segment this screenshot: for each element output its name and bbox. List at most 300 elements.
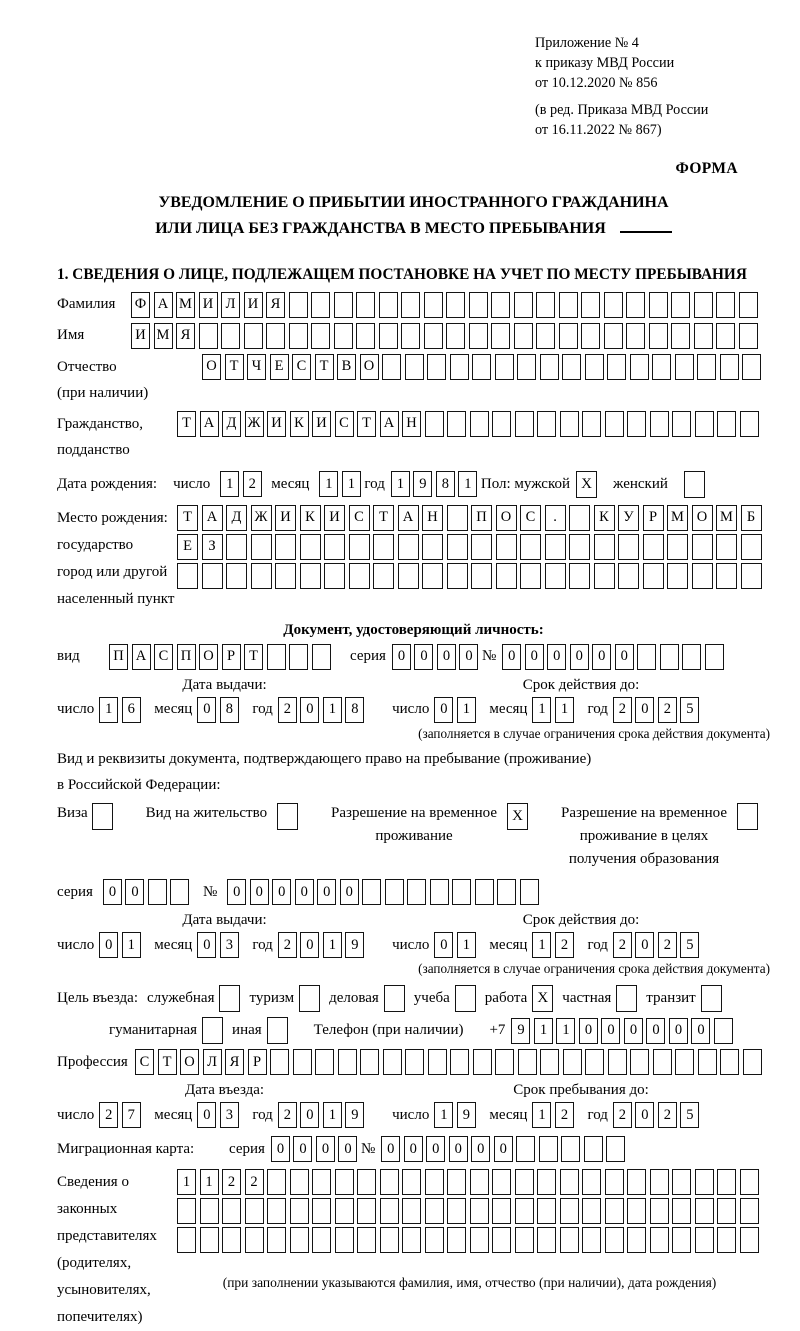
surname-cell[interactable] bbox=[559, 292, 578, 318]
sex-male-checkbox[interactable]: X bbox=[576, 471, 597, 498]
profession-cell[interactable] bbox=[540, 1049, 559, 1075]
citizenship-cell[interactable] bbox=[447, 411, 466, 437]
repr_3-cell[interactable] bbox=[425, 1227, 444, 1253]
surname-cell[interactable] bbox=[604, 292, 623, 318]
stay_year-cell[interactable]: 2 bbox=[658, 1102, 677, 1128]
birth_place_2-cell[interactable] bbox=[324, 534, 345, 560]
repr_3-cell[interactable] bbox=[605, 1227, 624, 1253]
entry_month-cell[interactable]: 3 bbox=[220, 1102, 239, 1128]
profession-cell[interactable]: О bbox=[180, 1049, 199, 1075]
given_name-cell[interactable] bbox=[739, 323, 758, 349]
migr_number-cell[interactable] bbox=[516, 1136, 535, 1162]
birth_place_3-cell[interactable] bbox=[667, 563, 688, 589]
id_number-cell[interactable]: 0 bbox=[502, 644, 521, 670]
citizenship-cell[interactable]: Н bbox=[402, 411, 421, 437]
surname-cell[interactable] bbox=[739, 292, 758, 318]
birth_place_2-cell[interactable] bbox=[692, 534, 713, 560]
surname-cell[interactable]: И bbox=[199, 292, 218, 318]
birth_place_2-cell[interactable] bbox=[422, 534, 443, 560]
repr_3-cell[interactable] bbox=[650, 1227, 669, 1253]
id_kind-cell[interactable]: П bbox=[177, 644, 196, 670]
given_name-cell[interactable] bbox=[311, 323, 330, 349]
patronymic-cell[interactable]: Т bbox=[225, 354, 244, 380]
birth_place_2-cell[interactable] bbox=[398, 534, 419, 560]
repr_3-cell[interactable] bbox=[470, 1227, 489, 1253]
surname-cell[interactable] bbox=[401, 292, 420, 318]
given_name-cell[interactable] bbox=[536, 323, 555, 349]
repr_3-cell[interactable] bbox=[582, 1227, 601, 1253]
resid_number-cell[interactable]: 0 bbox=[295, 879, 314, 905]
profession-cell[interactable] bbox=[473, 1049, 492, 1075]
profession-cell[interactable] bbox=[608, 1049, 627, 1075]
profession-cell[interactable] bbox=[563, 1049, 582, 1075]
repr_3-cell[interactable] bbox=[357, 1227, 376, 1253]
citizenship-cell[interactable] bbox=[695, 411, 714, 437]
repr_3-cell[interactable] bbox=[672, 1227, 691, 1253]
repr_1-cell[interactable] bbox=[492, 1169, 511, 1195]
patronymic-cell[interactable] bbox=[630, 354, 649, 380]
birth_place_1-cell[interactable] bbox=[569, 505, 590, 531]
citizenship-cell[interactable] bbox=[470, 411, 489, 437]
surname-cell[interactable] bbox=[491, 292, 510, 318]
resid_issue_month-cell[interactable]: 0 bbox=[197, 932, 216, 958]
citizenship-cell[interactable] bbox=[717, 411, 736, 437]
repr_2-cell[interactable] bbox=[222, 1198, 241, 1224]
purpose-study-checkbox[interactable] bbox=[455, 985, 476, 1012]
birth_place_1-cell[interactable]: П bbox=[471, 505, 492, 531]
repr_1-cell[interactable] bbox=[717, 1169, 736, 1195]
id_issue_year-cell[interactable]: 8 bbox=[345, 697, 364, 723]
birth_place_1-cell[interactable]: Т bbox=[373, 505, 394, 531]
stay_day-cell[interactable]: 1 bbox=[434, 1102, 453, 1128]
citizenship-cell[interactable]: А bbox=[200, 411, 219, 437]
resid_number-cell[interactable] bbox=[362, 879, 381, 905]
id_valid_year-cell[interactable]: 2 bbox=[658, 697, 677, 723]
repr_1-cell[interactable] bbox=[425, 1169, 444, 1195]
birth_place_3-cell[interactable] bbox=[251, 563, 272, 589]
repr_2-cell[interactable] bbox=[290, 1198, 309, 1224]
id_series-cell[interactable]: 0 bbox=[392, 644, 411, 670]
id_series-cell[interactable]: 0 bbox=[437, 644, 456, 670]
repr_3-cell[interactable] bbox=[537, 1227, 556, 1253]
repr_2-cell[interactable] bbox=[582, 1198, 601, 1224]
birth_place_3-cell[interactable] bbox=[618, 563, 639, 589]
phone-cell[interactable]: 0 bbox=[669, 1018, 688, 1044]
id_kind-cell[interactable] bbox=[267, 644, 286, 670]
entry_year-cell[interactable]: 1 bbox=[323, 1102, 342, 1128]
patronymic-cell[interactable]: С bbox=[292, 354, 311, 380]
id_valid_year-cell[interactable]: 5 bbox=[680, 697, 699, 723]
entry_year-cell[interactable]: 9 bbox=[345, 1102, 364, 1128]
repr_1-cell[interactable] bbox=[357, 1169, 376, 1195]
repr_1-cell[interactable] bbox=[695, 1169, 714, 1195]
purpose-work-checkbox[interactable]: X bbox=[532, 985, 553, 1012]
given_name-cell[interactable] bbox=[334, 323, 353, 349]
purpose-transit-checkbox[interactable] bbox=[701, 985, 722, 1012]
patronymic-cell[interactable] bbox=[585, 354, 604, 380]
citizenship-cell[interactable]: Т bbox=[177, 411, 196, 437]
resid_issue_year-cell[interactable]: 2 bbox=[278, 932, 297, 958]
repr_3-cell[interactable] bbox=[290, 1227, 309, 1253]
birth_place_3-cell[interactable] bbox=[520, 563, 541, 589]
repr_1-cell[interactable] bbox=[470, 1169, 489, 1195]
given_name-cell[interactable] bbox=[694, 323, 713, 349]
profession-cell[interactable] bbox=[338, 1049, 357, 1075]
repr_1-cell[interactable] bbox=[267, 1169, 286, 1195]
patronymic-cell[interactable] bbox=[382, 354, 401, 380]
resid_number-cell[interactable] bbox=[497, 879, 516, 905]
profession-cell[interactable] bbox=[293, 1049, 312, 1075]
surname-cell[interactable] bbox=[514, 292, 533, 318]
repr_2-cell[interactable] bbox=[312, 1198, 331, 1224]
id_valid_day-cell[interactable]: 0 bbox=[434, 697, 453, 723]
given_name-cell[interactable] bbox=[469, 323, 488, 349]
repr_2-cell[interactable] bbox=[717, 1198, 736, 1224]
given_name-cell[interactable] bbox=[424, 323, 443, 349]
birth_place_1-cell[interactable]: О bbox=[496, 505, 517, 531]
birth_place_2-cell[interactable] bbox=[545, 534, 566, 560]
profession-cell[interactable] bbox=[698, 1049, 717, 1075]
repr_3-cell[interactable] bbox=[447, 1227, 466, 1253]
id_valid_year-cell[interactable]: 0 bbox=[635, 697, 654, 723]
citizenship-cell[interactable] bbox=[650, 411, 669, 437]
birth_place_1-cell[interactable]: М bbox=[667, 505, 688, 531]
birth_place_2-cell[interactable]: З bbox=[202, 534, 223, 560]
resid_issue_year-cell[interactable]: 0 bbox=[300, 932, 319, 958]
id_number-cell[interactable] bbox=[682, 644, 701, 670]
given_name-cell[interactable] bbox=[671, 323, 690, 349]
repr_3-cell[interactable] bbox=[312, 1227, 331, 1253]
id_valid_month-cell[interactable]: 1 bbox=[555, 697, 574, 723]
given_name-cell[interactable] bbox=[491, 323, 510, 349]
birth_place_1-cell[interactable]: С bbox=[520, 505, 541, 531]
surname-cell[interactable]: Л bbox=[221, 292, 240, 318]
id_issue_day-cell[interactable]: 1 bbox=[99, 697, 118, 723]
patronymic-cell[interactable]: Е bbox=[270, 354, 289, 380]
phone-cell[interactable]: 0 bbox=[691, 1018, 710, 1044]
surname-cell[interactable]: Ф bbox=[131, 292, 150, 318]
repr_2-cell[interactable] bbox=[267, 1198, 286, 1224]
citizenship-cell[interactable]: К bbox=[290, 411, 309, 437]
repr_1-cell[interactable] bbox=[582, 1169, 601, 1195]
birth_place_3-cell[interactable] bbox=[177, 563, 198, 589]
citizenship-cell[interactable]: А bbox=[380, 411, 399, 437]
birth_place_2-cell[interactable] bbox=[251, 534, 272, 560]
purpose-humanitarian-checkbox[interactable] bbox=[202, 1017, 223, 1044]
id_issue_month-cell[interactable]: 8 bbox=[220, 697, 239, 723]
repr_2-cell[interactable] bbox=[470, 1198, 489, 1224]
birth_place_2-cell[interactable] bbox=[520, 534, 541, 560]
repr_1-cell[interactable] bbox=[627, 1169, 646, 1195]
citizenship-cell[interactable]: С bbox=[335, 411, 354, 437]
repr_1-cell[interactable] bbox=[515, 1169, 534, 1195]
repr_3-cell[interactable] bbox=[200, 1227, 219, 1253]
patronymic-cell[interactable] bbox=[607, 354, 626, 380]
resid_number-cell[interactable] bbox=[407, 879, 426, 905]
birth_place_1-cell[interactable]: К bbox=[300, 505, 321, 531]
given_name-cell[interactable] bbox=[649, 323, 668, 349]
citizenship-cell[interactable]: Т bbox=[357, 411, 376, 437]
citizenship-cell[interactable] bbox=[582, 411, 601, 437]
repr_2-cell[interactable] bbox=[515, 1198, 534, 1224]
patronymic-cell[interactable] bbox=[517, 354, 536, 380]
resid_issue_day-cell[interactable]: 0 bbox=[99, 932, 118, 958]
id_kind-cell[interactable]: Т bbox=[244, 644, 263, 670]
given_name-cell[interactable] bbox=[581, 323, 600, 349]
patronymic-cell[interactable] bbox=[427, 354, 446, 380]
repr_1-cell[interactable] bbox=[650, 1169, 669, 1195]
repr_2-cell[interactable] bbox=[627, 1198, 646, 1224]
birth_place_3-cell[interactable] bbox=[300, 563, 321, 589]
purpose-tourism-checkbox[interactable] bbox=[299, 985, 320, 1012]
repr_3-cell[interactable] bbox=[717, 1227, 736, 1253]
repr_1-cell[interactable]: 2 bbox=[222, 1169, 241, 1195]
entry_day-cell[interactable]: 2 bbox=[99, 1102, 118, 1128]
patronymic-cell[interactable]: Ч bbox=[247, 354, 266, 380]
repr_3-cell[interactable] bbox=[380, 1227, 399, 1253]
birth_day-cell[interactable]: 2 bbox=[243, 471, 262, 497]
sex-female-checkbox[interactable] bbox=[684, 471, 705, 498]
birth_place_1-cell[interactable]: И bbox=[324, 505, 345, 531]
birth_place_2-cell[interactable] bbox=[349, 534, 370, 560]
repr_1-cell[interactable] bbox=[605, 1169, 624, 1195]
birth_place_1-cell[interactable]: О bbox=[692, 505, 713, 531]
birth_place_3-cell[interactable] bbox=[716, 563, 737, 589]
resid_number-cell[interactable] bbox=[385, 879, 404, 905]
repr_2-cell[interactable] bbox=[357, 1198, 376, 1224]
birth_place_3-cell[interactable] bbox=[692, 563, 713, 589]
resid_issue_month-cell[interactable]: 3 bbox=[220, 932, 239, 958]
purpose-other-checkbox[interactable] bbox=[267, 1017, 288, 1044]
birth_place_2-cell[interactable] bbox=[667, 534, 688, 560]
resid_issue_year-cell[interactable]: 9 bbox=[345, 932, 364, 958]
birth_place_2-cell[interactable] bbox=[373, 534, 394, 560]
id_kind-cell[interactable]: С bbox=[154, 644, 173, 670]
profession-cell[interactable] bbox=[405, 1049, 424, 1075]
phone-cell[interactable]: 0 bbox=[579, 1018, 598, 1044]
resid_issue_day-cell[interactable]: 1 bbox=[122, 932, 141, 958]
birth_place_3-cell[interactable] bbox=[545, 563, 566, 589]
surname-cell[interactable] bbox=[469, 292, 488, 318]
given_name-cell[interactable] bbox=[266, 323, 285, 349]
given_name-cell[interactable] bbox=[356, 323, 375, 349]
profession-cell[interactable]: Я bbox=[225, 1049, 244, 1075]
repr_3-cell[interactable] bbox=[245, 1227, 264, 1253]
birth_place_3-cell[interactable] bbox=[594, 563, 615, 589]
birth_place_3-cell[interactable] bbox=[447, 563, 468, 589]
given_name-cell[interactable] bbox=[626, 323, 645, 349]
repr_2-cell[interactable] bbox=[177, 1198, 196, 1224]
resid_number-cell[interactable]: 0 bbox=[272, 879, 291, 905]
birth_place_3-cell[interactable] bbox=[741, 563, 762, 589]
birth_place_2-cell[interactable] bbox=[594, 534, 615, 560]
patronymic-cell[interactable]: Т bbox=[315, 354, 334, 380]
id_kind-cell[interactable]: О bbox=[199, 644, 218, 670]
phone-cell[interactable]: 0 bbox=[601, 1018, 620, 1044]
resid_valid_year-cell[interactable]: 2 bbox=[613, 932, 632, 958]
profession-cell[interactable] bbox=[585, 1049, 604, 1075]
repr_1-cell[interactable] bbox=[560, 1169, 579, 1195]
phone-cell[interactable]: 1 bbox=[556, 1018, 575, 1044]
citizenship-cell[interactable] bbox=[605, 411, 624, 437]
resid_series-cell[interactable]: 0 bbox=[103, 879, 122, 905]
id_kind-cell[interactable]: П bbox=[109, 644, 128, 670]
patronymic-cell[interactable] bbox=[720, 354, 739, 380]
id_number-cell[interactable]: 0 bbox=[592, 644, 611, 670]
migr_number-cell[interactable]: 0 bbox=[471, 1136, 490, 1162]
birth_place_3-cell[interactable] bbox=[275, 563, 296, 589]
given_name-cell[interactable]: М bbox=[154, 323, 173, 349]
id_valid_year-cell[interactable]: 2 bbox=[613, 697, 632, 723]
patronymic-cell[interactable] bbox=[562, 354, 581, 380]
surname-cell[interactable] bbox=[424, 292, 443, 318]
migr_series-cell[interactable]: 0 bbox=[338, 1136, 357, 1162]
given_name-cell[interactable] bbox=[514, 323, 533, 349]
migr_number-cell[interactable]: 0 bbox=[494, 1136, 513, 1162]
patronymic-cell[interactable]: О bbox=[360, 354, 379, 380]
repr_2-cell[interactable] bbox=[492, 1198, 511, 1224]
birth_place_2-cell[interactable] bbox=[618, 534, 639, 560]
patronymic-cell[interactable] bbox=[450, 354, 469, 380]
repr_3-cell[interactable] bbox=[515, 1227, 534, 1253]
entry_year-cell[interactable]: 0 bbox=[300, 1102, 319, 1128]
patronymic-cell[interactable]: О bbox=[202, 354, 221, 380]
repr_3-cell[interactable] bbox=[222, 1227, 241, 1253]
visa-checkbox[interactable] bbox=[92, 803, 113, 830]
birth_place_1-cell[interactable]: Ж bbox=[251, 505, 272, 531]
birth_year-cell[interactable]: 1 bbox=[458, 471, 477, 497]
citizenship-cell[interactable]: И bbox=[267, 411, 286, 437]
birth_place_1-cell[interactable]: Б bbox=[741, 505, 762, 531]
birth_day-cell[interactable]: 1 bbox=[220, 471, 239, 497]
migr_number-cell[interactable] bbox=[606, 1136, 625, 1162]
surname-cell[interactable] bbox=[379, 292, 398, 318]
birth_place_1-cell[interactable] bbox=[447, 505, 468, 531]
profession-cell[interactable]: Л bbox=[203, 1049, 222, 1075]
id_number-cell[interactable]: 0 bbox=[525, 644, 544, 670]
id_kind-cell[interactable] bbox=[312, 644, 331, 670]
resid_number-cell[interactable] bbox=[475, 879, 494, 905]
birth_place_2-cell[interactable] bbox=[569, 534, 590, 560]
repr_2-cell[interactable] bbox=[200, 1198, 219, 1224]
profession-cell[interactable] bbox=[675, 1049, 694, 1075]
migr_number-cell[interactable]: 0 bbox=[381, 1136, 400, 1162]
resid_number-cell[interactable]: 0 bbox=[317, 879, 336, 905]
purpose-official-checkbox[interactable] bbox=[219, 985, 240, 1012]
migr_number-cell[interactable]: 0 bbox=[449, 1136, 468, 1162]
repr_2-cell[interactable] bbox=[335, 1198, 354, 1224]
given_name-cell[interactable] bbox=[401, 323, 420, 349]
id_kind-cell[interactable]: Р bbox=[222, 644, 241, 670]
profession-cell[interactable] bbox=[450, 1049, 469, 1075]
patronymic-cell[interactable] bbox=[675, 354, 694, 380]
id_number-cell[interactable] bbox=[705, 644, 724, 670]
repr_3-cell[interactable] bbox=[695, 1227, 714, 1253]
surname-cell[interactable]: М bbox=[176, 292, 195, 318]
repr_1-cell[interactable]: 2 bbox=[245, 1169, 264, 1195]
repr_1-cell[interactable] bbox=[672, 1169, 691, 1195]
id_number-cell[interactable]: 0 bbox=[570, 644, 589, 670]
given_name-cell[interactable] bbox=[199, 323, 218, 349]
repr_2-cell[interactable] bbox=[402, 1198, 421, 1224]
surname-cell[interactable]: Я bbox=[266, 292, 285, 318]
repr_1-cell[interactable] bbox=[335, 1169, 354, 1195]
entry_month-cell[interactable]: 0 bbox=[197, 1102, 216, 1128]
birth_year-cell[interactable]: 1 bbox=[391, 471, 410, 497]
surname-cell[interactable]: А bbox=[154, 292, 173, 318]
given_name-cell[interactable] bbox=[604, 323, 623, 349]
resid_valid_day-cell[interactable]: 1 bbox=[457, 932, 476, 958]
profession-cell[interactable]: С bbox=[135, 1049, 154, 1075]
given_name-cell[interactable] bbox=[379, 323, 398, 349]
citizenship-cell[interactable]: Д bbox=[222, 411, 241, 437]
given_name-cell[interactable] bbox=[716, 323, 735, 349]
repr_3-cell[interactable] bbox=[267, 1227, 286, 1253]
repr_1-cell[interactable] bbox=[312, 1169, 331, 1195]
migr_number-cell[interactable] bbox=[584, 1136, 603, 1162]
stay_day-cell[interactable]: 9 bbox=[457, 1102, 476, 1128]
citizenship-cell[interactable]: Ж bbox=[245, 411, 264, 437]
repr_2-cell[interactable] bbox=[650, 1198, 669, 1224]
temp-residence-checkbox[interactable]: X bbox=[507, 803, 528, 830]
profession-cell[interactable] bbox=[743, 1049, 762, 1075]
resid_valid_day-cell[interactable]: 0 bbox=[434, 932, 453, 958]
id_series-cell[interactable]: 0 bbox=[414, 644, 433, 670]
patronymic-cell[interactable]: В bbox=[337, 354, 356, 380]
birth_place_3-cell[interactable] bbox=[569, 563, 590, 589]
id_issue_year-cell[interactable]: 1 bbox=[323, 697, 342, 723]
surname-cell[interactable] bbox=[581, 292, 600, 318]
surname-cell[interactable] bbox=[671, 292, 690, 318]
residence-permit-checkbox[interactable] bbox=[277, 803, 298, 830]
id_valid_month-cell[interactable]: 1 bbox=[532, 697, 551, 723]
birth_place_1-cell[interactable]: С bbox=[349, 505, 370, 531]
stay_month-cell[interactable]: 1 bbox=[532, 1102, 551, 1128]
birth_place_1-cell[interactable]: К bbox=[594, 505, 615, 531]
birth_place_1-cell[interactable]: А bbox=[202, 505, 223, 531]
birth_place_2-cell[interactable] bbox=[300, 534, 321, 560]
birth_place_3-cell[interactable] bbox=[349, 563, 370, 589]
citizenship-cell[interactable] bbox=[492, 411, 511, 437]
profession-cell[interactable]: Р bbox=[248, 1049, 267, 1075]
profession-cell[interactable] bbox=[360, 1049, 379, 1075]
birth_place_2-cell[interactable] bbox=[471, 534, 492, 560]
repr_1-cell[interactable] bbox=[740, 1169, 759, 1195]
birth_place_1-cell[interactable]: А bbox=[398, 505, 419, 531]
repr_3-cell[interactable] bbox=[627, 1227, 646, 1253]
birth_place_3-cell[interactable] bbox=[643, 563, 664, 589]
id_issue_year-cell[interactable]: 2 bbox=[278, 697, 297, 723]
migr_series-cell[interactable]: 0 bbox=[271, 1136, 290, 1162]
profession-cell[interactable] bbox=[630, 1049, 649, 1075]
given_name-cell[interactable] bbox=[244, 323, 263, 349]
migr_number-cell[interactable] bbox=[539, 1136, 558, 1162]
citizenship-cell[interactable] bbox=[740, 411, 759, 437]
citizenship-cell[interactable] bbox=[515, 411, 534, 437]
repr_1-cell[interactable]: 1 bbox=[200, 1169, 219, 1195]
given_name-cell[interactable]: Я bbox=[176, 323, 195, 349]
profession-cell[interactable] bbox=[720, 1049, 739, 1075]
repr_3-cell[interactable] bbox=[560, 1227, 579, 1253]
id_series-cell[interactable]: 0 bbox=[459, 644, 478, 670]
phone-cell[interactable] bbox=[714, 1018, 733, 1044]
patronymic-cell[interactable] bbox=[472, 354, 491, 380]
purpose-business-checkbox[interactable] bbox=[384, 985, 405, 1012]
repr_2-cell[interactable] bbox=[380, 1198, 399, 1224]
birth_place_3-cell[interactable] bbox=[496, 563, 517, 589]
patronymic-cell[interactable] bbox=[697, 354, 716, 380]
stay_year-cell[interactable]: 5 bbox=[680, 1102, 699, 1128]
